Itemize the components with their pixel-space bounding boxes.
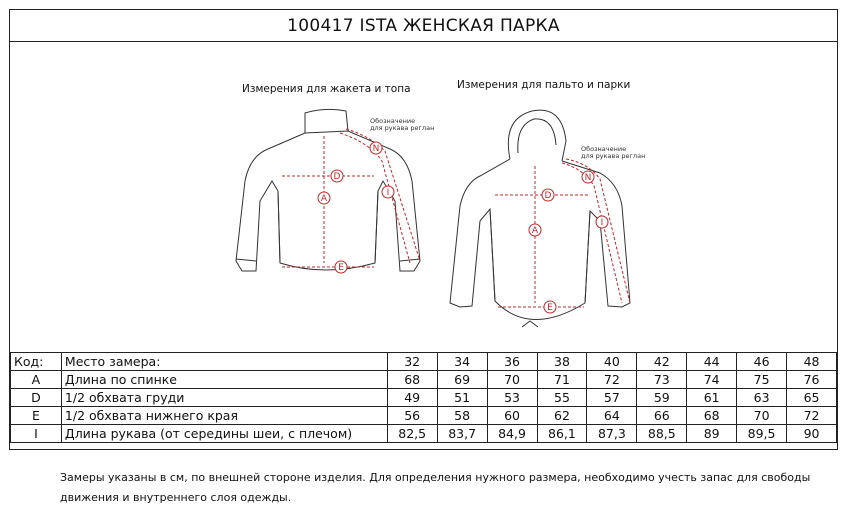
jacket-measures [282, 129, 420, 267]
size-header: 46 [737, 353, 787, 371]
code-header: Код: [11, 353, 62, 371]
table-cell: 53 [487, 389, 537, 407]
table-cell: 49 [387, 389, 437, 407]
table-cell: 72 [587, 371, 637, 389]
caption-parka: Измерения для пальто и парки [457, 79, 631, 91]
size-header: 38 [537, 353, 587, 371]
table-cell: 59 [637, 389, 687, 407]
table-cell: 64 [587, 407, 637, 425]
table-cell: 57 [587, 389, 637, 407]
raglan-note-left: Обозначение для рукава реглан [370, 117, 435, 132]
label-a-left: A [320, 194, 328, 204]
table-cell: 63 [737, 389, 787, 407]
size-header: 34 [437, 353, 487, 371]
table-cell: 90 [787, 425, 837, 443]
table-cell: 82,5 [387, 425, 437, 443]
label-d-right: D [544, 191, 552, 201]
table-row [11, 425, 837, 443]
table-cell: 66 [637, 407, 687, 425]
row-code: D [11, 389, 62, 407]
caption-jacket: Измерения для жакета и топа [242, 83, 411, 95]
label-d-left: D [333, 172, 341, 182]
table-cell: 84,9 [487, 425, 537, 443]
table-cell: 87,3 [587, 425, 637, 443]
table-cell: 69 [437, 371, 487, 389]
label-e-left: E [338, 263, 344, 273]
table-cell: 62 [537, 407, 587, 425]
table-cell: 83,7 [437, 425, 487, 443]
table-cell: 56 [387, 407, 437, 425]
table-cell: 58 [437, 407, 487, 425]
table-cell: 76 [787, 371, 837, 389]
size-header: 44 [687, 353, 737, 371]
table-row [11, 371, 837, 389]
footnote: Замеры указаны в см, по внешней стороне изделия. Для определения нужного размера, необходимо учесть запас для свободы движения и внутреннего слоя одежды. [60, 471, 811, 504]
parka-measures [495, 159, 630, 307]
table-cell: 73 [637, 371, 687, 389]
size-header: 48 [787, 353, 837, 371]
table-cell: 68 [387, 371, 437, 389]
table-cell: 74 [687, 371, 737, 389]
table-cell: 71 [537, 371, 587, 389]
table-row [11, 407, 837, 425]
table-cell: 70 [487, 371, 537, 389]
table-header-row [11, 353, 837, 371]
page-title: 100417 ISTA ЖЕНСКАЯ ПАРКА [10, 10, 837, 42]
diagram-svg [10, 41, 839, 361]
label-n-right: N [584, 173, 592, 183]
size-header: 40 [587, 353, 637, 371]
label-n-left: N [372, 144, 380, 154]
label-e-right: E [547, 303, 553, 313]
size-header: 32 [387, 353, 437, 371]
row-code: A [11, 371, 62, 389]
size-table [10, 352, 837, 443]
label-i-left: I [386, 188, 390, 198]
label-a-right: A [531, 226, 539, 236]
table-cell: 65 [787, 389, 837, 407]
table-cell: 72 [787, 407, 837, 425]
table-cell: 86,1 [537, 425, 587, 443]
size-header: 42 [637, 353, 687, 371]
table-cell: 51 [437, 389, 487, 407]
table-cell: 89 [687, 425, 737, 443]
row-name: Длина по спинке [61, 371, 387, 389]
row-code: E [11, 407, 62, 425]
table-cell: 75 [737, 371, 787, 389]
table-cell: 88,5 [637, 425, 687, 443]
table-cell: 68 [687, 407, 737, 425]
table-cell: 60 [487, 407, 537, 425]
table-cell: 70 [737, 407, 787, 425]
label-i-right: I [600, 218, 604, 228]
row-name: 1/2 обхвата нижнего края [61, 407, 387, 425]
measurement-diagrams [10, 41, 837, 361]
measure-header: Место замера: [61, 353, 387, 371]
row-name: Длина рукава (от середины шеи, с плечом) [61, 425, 387, 443]
size-chart-frame [9, 9, 838, 450]
table-cell: 61 [687, 389, 737, 407]
table-row [11, 389, 837, 407]
size-header: 36 [487, 353, 537, 371]
row-code: I [11, 425, 62, 443]
raglan-note-right: Обозначение для рукава реглан [581, 145, 646, 160]
parka-labels [529, 171, 608, 313]
table-cell: 89,5 [737, 425, 787, 443]
table-cell: 55 [537, 389, 587, 407]
row-name: 1/2 обхвата груди [61, 389, 387, 407]
